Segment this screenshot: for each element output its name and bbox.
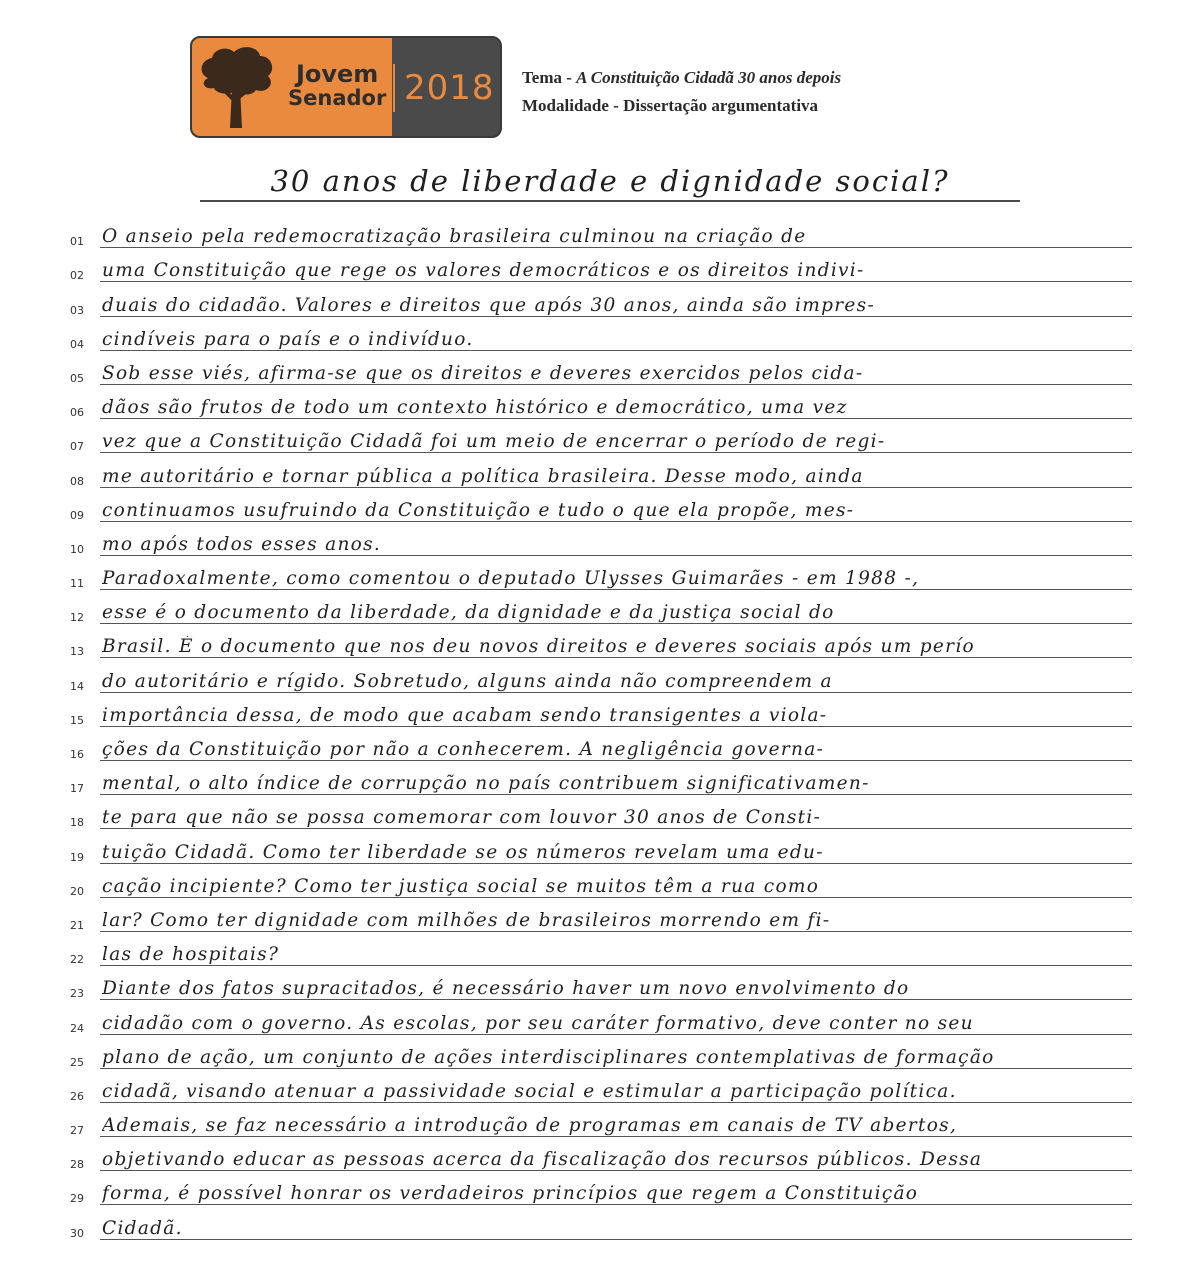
line-rule (100, 555, 1132, 556)
essay-line (70, 558, 1150, 592)
handwritten-line-text: importância dessa, de modo que acabam sendo transigentes a viola- (102, 704, 828, 726)
essay-line (70, 934, 1150, 968)
essay-line (70, 524, 1150, 558)
line-number: 25 (70, 1055, 84, 1069)
essay-line (70, 660, 1150, 694)
essay-line (70, 1071, 1150, 1105)
line-number: 01 (70, 235, 84, 249)
line-rule (100, 692, 1132, 693)
essay-line (70, 831, 1150, 865)
line-rule (100, 589, 1132, 590)
logo-year: 2018 (404, 68, 495, 108)
essay-line (70, 353, 1150, 387)
handwritten-line-text: Brasil. É o documento que nos deu novos direitos e deveres sociais após um perío (102, 636, 975, 658)
line-rule (100, 247, 1132, 248)
line-rule (100, 1102, 1132, 1103)
essay-line (70, 729, 1150, 763)
line-rule (100, 487, 1132, 488)
logo-orange-panel (192, 38, 392, 136)
handwritten-line-text: forma, é possível honrar os verdadeiros princípios que regem a Constituição (102, 1183, 919, 1205)
line-number: 08 (70, 474, 84, 488)
line-rule (100, 794, 1132, 795)
line-rule (100, 657, 1132, 658)
line-rule (100, 931, 1132, 932)
line-rule (100, 281, 1132, 282)
line-number: 29 (70, 1192, 84, 1206)
handwritten-line-text: mental, o alto índice de corrupção no país contribuem significativamen- (102, 773, 870, 795)
handwritten-line-text: dãos são frutos de todo um contexto histórico e democrático, uma vez (102, 397, 848, 419)
modality-value: Dissertação argumentativa (623, 96, 819, 115)
line-number: 11 (70, 577, 84, 591)
line-number: 17 (70, 782, 84, 796)
line-rule (100, 999, 1132, 1000)
line-rule (100, 965, 1132, 966)
handwritten-line-text: do autoritário e rígido. Sobretudo, alguns ainda não compreendem a (102, 670, 833, 692)
line-rule (100, 1068, 1132, 1069)
line-number: 20 (70, 884, 84, 898)
line-rule (100, 350, 1132, 351)
line-number: 04 (70, 337, 84, 351)
line-rule (100, 452, 1132, 453)
line-number: 09 (70, 508, 84, 522)
essay-line (70, 592, 1150, 626)
essay-line (70, 797, 1150, 831)
line-number: 30 (70, 1226, 84, 1240)
essay-line (70, 1105, 1150, 1139)
essay-line (70, 455, 1150, 489)
handwritten-line-text: Ademais, se faz necessário a introdução de programas em canais de TV abertos, (102, 1115, 958, 1137)
line-number: 26 (70, 1089, 84, 1103)
line-number: 16 (70, 748, 84, 761)
line-rule (100, 418, 1132, 419)
essay-line (70, 626, 1150, 660)
handwritten-line-text: me autoritário e tornar pública a política brasileira. Desse modo, ainda (102, 465, 864, 487)
handwritten-line-text: lar? Como ter dignidade com milhões de brasileiros morrendo em fi- (102, 909, 831, 931)
line-rule (100, 1034, 1132, 1035)
logo-line-2: Senador (288, 86, 387, 111)
handwritten-line-text: cidadã, visando atenuar a passividade social e estimular a participação política. (102, 1080, 957, 1102)
line-number: 13 (70, 645, 84, 659)
essay-line (70, 216, 1150, 250)
essay-line (70, 1139, 1150, 1173)
line-rule (100, 828, 1132, 829)
line-rule (100, 1170, 1132, 1171)
theme-label: Tema - (522, 68, 577, 87)
line-number: 07 (70, 440, 84, 454)
essay-lines (70, 216, 1150, 1242)
theme-value: A Constituição Cidadã 30 anos depois (576, 68, 842, 87)
modality-label: Modalidade - (522, 96, 624, 115)
logo-wordmark (288, 62, 386, 109)
essay-title: 30 anos de liberdade e dignidade social? (200, 164, 1020, 202)
logo-divider (393, 64, 395, 112)
essay-line (70, 490, 1150, 524)
essay-line (70, 319, 1150, 353)
handwritten-line-text: Sob esse viés, afirma-se que os direitos e deveres exercidos pelos cida- (102, 362, 864, 384)
essay-line (70, 1173, 1150, 1207)
essay-line (70, 284, 1150, 318)
line-rule (100, 1204, 1132, 1205)
essay-line (70, 387, 1150, 421)
line-number: 18 (70, 816, 84, 830)
handwritten-line-text: O anseio pela redemocratização brasileira culminou na criação de (102, 226, 807, 248)
handwritten-line-text: Cidadã. (102, 1217, 183, 1239)
essay-line (70, 695, 1150, 729)
jovem-senador-logo (190, 36, 502, 138)
handwritten-line-text: ções da Constituição por não a conhecerem. A negligência governa- (102, 739, 825, 760)
line-number: 27 (70, 1124, 84, 1138)
line-number: 19 (70, 850, 84, 864)
essay-line (70, 968, 1150, 1002)
line-rule (100, 623, 1132, 624)
line-number: 03 (70, 303, 84, 317)
line-rule (100, 1239, 1132, 1240)
handwritten-line-text: mo após todos esses anos. (102, 533, 382, 555)
essay-line (70, 1037, 1150, 1071)
line-number: 23 (70, 987, 84, 1001)
line-number: 10 (70, 542, 84, 556)
handwritten-line-text: Paradoxalmente, como comentou o deputado Ulysses Guimarães - em 1988 -, (102, 568, 920, 590)
line-number: 24 (70, 1021, 84, 1035)
handwritten-line-text: objetivando educar as pessoas acerca da fiscalização dos recursos públicos. Dessa (102, 1149, 983, 1171)
line-rule (100, 384, 1132, 385)
logo-line-1: Jovem (295, 60, 379, 88)
line-number: 15 (70, 713, 84, 727)
line-number: 14 (70, 679, 84, 693)
line-rule (100, 521, 1132, 522)
line-number: 28 (70, 1158, 84, 1172)
handwritten-line-text: cidadão com o governo. As escolas, por seu caráter formativo, deve conter no seu (102, 1012, 974, 1034)
handwritten-line-text: vez que a Constituição Cidadã foi um meio de encerrar o período de regi- (102, 431, 886, 453)
modality-row (522, 92, 841, 120)
line-number: 06 (70, 406, 84, 420)
handwritten-line-text: duais do cidadão. Valores e direitos que após 30 anos, ainda são impres- (102, 294, 876, 316)
line-rule (100, 1136, 1132, 1137)
essay-line (70, 421, 1150, 455)
handwritten-line-text: uma Constituição que rege os valores democráticos e os direitos indivi- (102, 260, 865, 282)
essay-line (70, 1207, 1150, 1241)
theme-row (522, 64, 841, 92)
handwritten-line-text: las de hospitais? (102, 944, 280, 966)
tree-icon (196, 44, 278, 132)
line-rule (100, 863, 1132, 864)
line-rule (100, 726, 1132, 727)
handwritten-line-text: te para que não se possa comemorar com louvor 30 anos de Consti- (102, 807, 822, 829)
essay-line (70, 900, 1150, 934)
line-number: 21 (70, 918, 84, 932)
essay-line (70, 1002, 1150, 1036)
line-number: 02 (70, 269, 84, 283)
line-number: 22 (70, 953, 84, 967)
essay-line (70, 866, 1150, 900)
essay-meta (522, 64, 841, 120)
line-number: 05 (70, 371, 84, 385)
line-rule (100, 760, 1132, 761)
handwritten-line-text: cindíveis para o país e o indivíduo. (102, 328, 474, 350)
handwritten-line-text: tuição Cidadã. Como ter liberdade se os números revelam uma edu- (102, 841, 824, 863)
essay-line (70, 763, 1150, 797)
handwritten-line-text: esse é o documento da liberdade, da dignidade e da justiça social do (102, 602, 835, 624)
handwritten-line-text: plano de ação, um conjunto de ações interdisciplinares contemplativas de formação (102, 1046, 995, 1068)
essay-line (70, 250, 1150, 284)
line-rule (100, 316, 1132, 317)
handwritten-line-text: Diante dos fatos supracitados, é necessário haver um novo envolvimento do (102, 978, 910, 1000)
handwritten-line-text: continuamos usufruindo da Constituição e tudo o que ela propõe, mes- (102, 499, 855, 521)
handwritten-line-text: cação incipiente? Como ter justiça social se muitos têm a rua como (102, 875, 820, 897)
line-number: 12 (70, 611, 84, 625)
line-rule (100, 897, 1132, 898)
